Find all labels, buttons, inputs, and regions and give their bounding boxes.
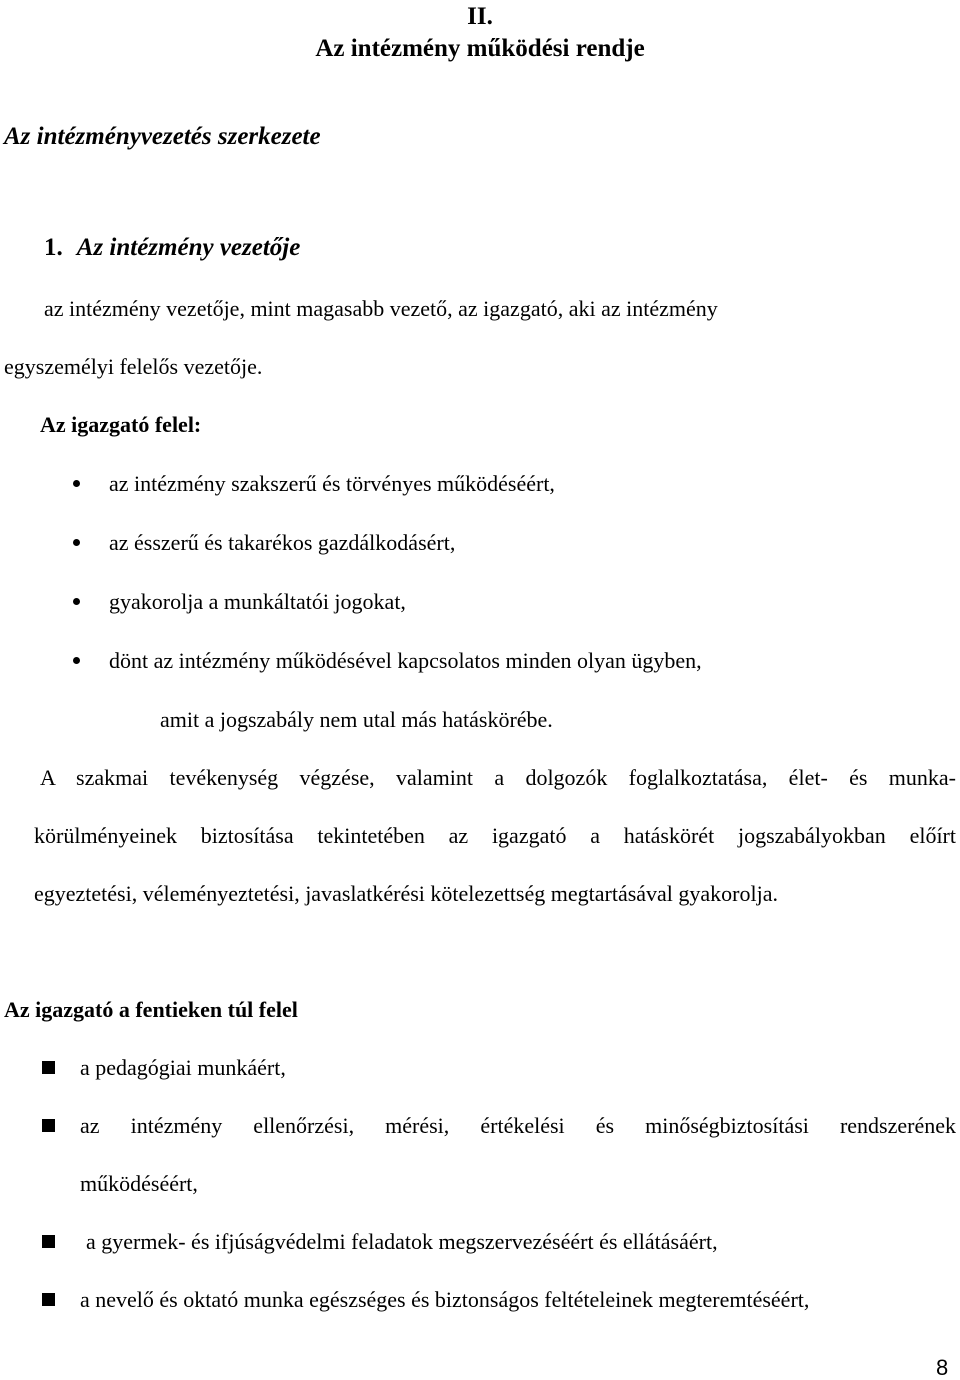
heading-number: 1. (44, 234, 63, 261)
section-title: Az intézményvezetés szerkezete (4, 123, 321, 150)
intro-line-1: az intézmény vezetője, mint magasabb vezető, az igazgató, aki az intézmény (44, 296, 718, 321)
felel2-item-1: a pedagógiai munkáért, (80, 1055, 286, 1080)
chapter-number: II. (467, 3, 493, 30)
bullet-icon (73, 657, 80, 664)
felel2-heading: Az igazgató a fentieken túl felel (4, 997, 298, 1022)
paragraph-line-3: egyeztetési, véleményeztetési, javaslatkérési kötelezettség megtartásával gyakorolja. (34, 881, 778, 906)
felel2-item-4: a nevelő és oktató munka egészséges és biztonságos feltételeinek megteremtéséért, (80, 1287, 810, 1312)
square-bullet-icon (42, 1119, 55, 1132)
bullet-icon (73, 598, 80, 605)
numbered-heading (44, 235, 300, 260)
felel2-item-3: a gyermek- és ifjúságvédelmi feladatok megszervezéséért és ellátásáért, (86, 1229, 718, 1254)
felel-item-2: az ésszerű és takarékos gazdálkodásért, (109, 530, 456, 555)
felel-item-1: az intézmény szakszerű és törvényes működéséért, (109, 471, 555, 496)
felel-item-4-continuation: amit a jogszabály nem utal más hatáskörébe. (160, 707, 553, 732)
felel2-item-2: az intézmény ellenőrzési, mérési, értékelési és minőségbiztosítási rendszerének (80, 1113, 956, 1138)
felel-heading: Az igazgató felel: (40, 412, 202, 437)
square-bullet-icon (42, 1061, 55, 1074)
heading-text: Az intézmény vezetője (76, 234, 301, 261)
bullet-icon (73, 539, 80, 546)
paragraph-line-1: A szakmai tevékenység végzése, valamint a dolgozók foglalkoztatása, élet- és munka- (40, 765, 956, 790)
paragraph-line-2: körülményeinek biztosítása tekintetében az igazgató a hatáskörét jogszabályokban előírt (34, 823, 956, 848)
felel-item-3: gyakorolja a munkáltatói jogokat, (109, 589, 406, 614)
square-bullet-icon (42, 1235, 55, 1248)
chapter-title: Az intézmény működési rendje (315, 35, 645, 62)
intro-line-2: egyszemélyi felelős vezetője. (4, 354, 263, 379)
bullet-icon (73, 480, 80, 487)
felel2-item-2-continuation: működéséért, (80, 1171, 198, 1196)
square-bullet-icon (42, 1293, 55, 1306)
page-number: 8 (936, 1355, 949, 1380)
felel-item-4: dönt az intézmény működésével kapcsolatos minden olyan ügyben, (109, 648, 702, 673)
